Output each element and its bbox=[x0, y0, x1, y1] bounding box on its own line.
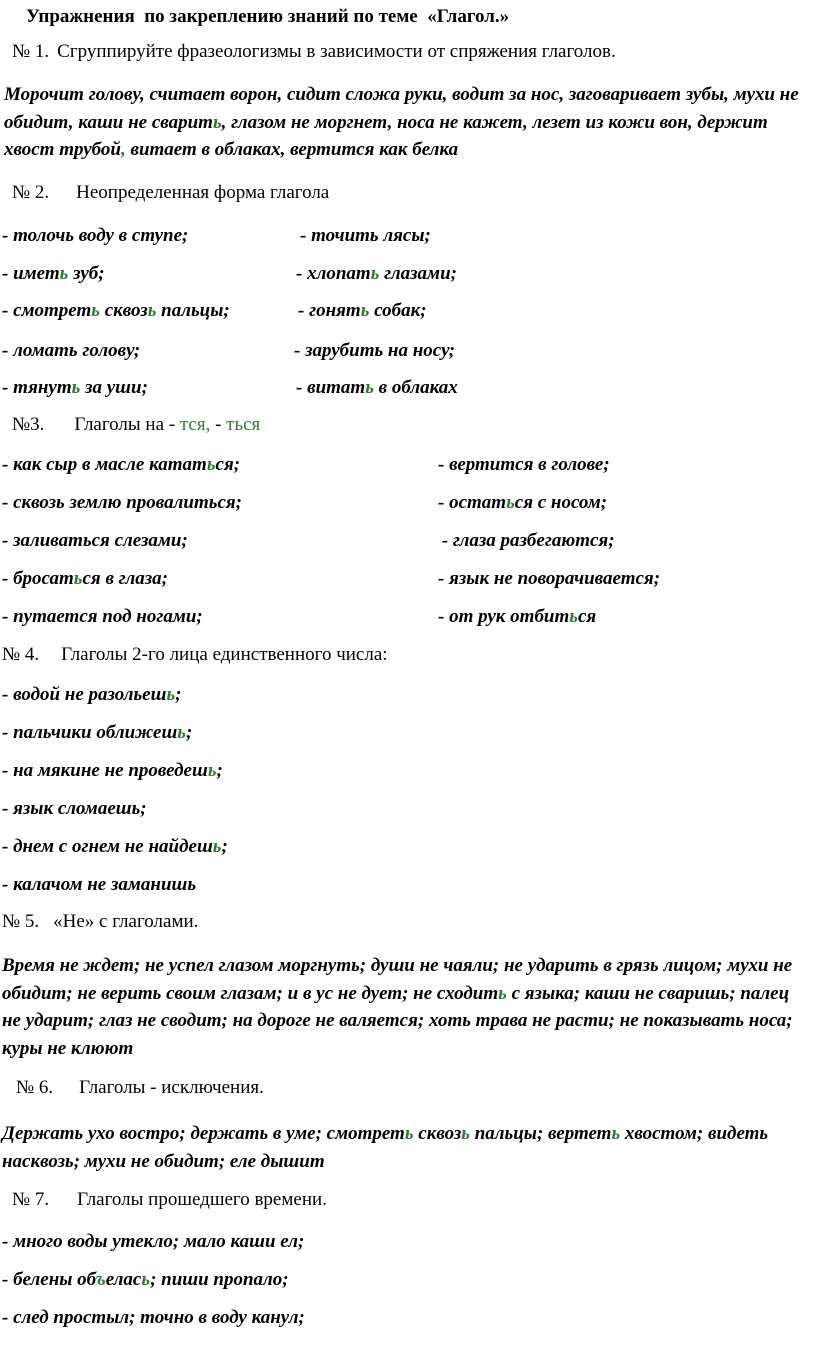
exercise-2-item: - тянуть за уши; bbox=[2, 377, 148, 398]
exercise-3-item: - сквозь землю провалиться; bbox=[2, 492, 242, 513]
exercise-4-item: - днем с огнем не найдешь; bbox=[2, 836, 228, 857]
exercise-2-item: - толочь воду в ступе; bbox=[2, 225, 189, 246]
exercise-1-header bbox=[12, 41, 616, 63]
exercise-2-number: № 2. bbox=[12, 182, 50, 203]
exercise-5-number: № 5. bbox=[2, 911, 40, 932]
highlight-letter: ь bbox=[611, 1123, 621, 1144]
exercise-3-item: - остаться с носом; bbox=[438, 492, 608, 513]
exercise-2-item: - хлопать глазами; bbox=[296, 263, 457, 284]
exercise-2-item: - витать в облаках bbox=[296, 377, 458, 398]
text-run: витает в облаках, вертится как белка bbox=[125, 139, 459, 160]
exercise-3-item: - глаза разбегаются; bbox=[437, 530, 615, 551]
exercise-2-header bbox=[12, 182, 329, 204]
exercise-6-header bbox=[16, 1077, 264, 1099]
document-title: Упражнения по закреплению знаний по теме «Глагол.» bbox=[26, 6, 510, 27]
exercise-3-item: - бросаться в глаза; bbox=[2, 568, 168, 589]
exercise-3-item: - заливаться слезами; bbox=[2, 530, 188, 551]
exercise-4-item: - калачом не заманишь bbox=[2, 874, 197, 895]
highlight-letter: ь bbox=[212, 111, 222, 133]
exercise-1-number: № 1. bbox=[12, 41, 50, 62]
exercise-2-item: - точить лясы; bbox=[300, 225, 431, 246]
exercise-4-item: - на мякине не проведешь; bbox=[2, 760, 223, 781]
exercise-2-item: - ломать голову; bbox=[2, 340, 141, 361]
exercise-7-header bbox=[12, 1189, 327, 1211]
exercise-7-number: № 7. bbox=[12, 1189, 50, 1210]
text-run: с языка; каши не сваришь; палец не ударит; глаз не сводит; на дороге не валяется; хоть трава не расти; не показывать носа; куры не клюют bbox=[2, 982, 793, 1059]
text-run: пальцы; вертет bbox=[469, 1123, 612, 1144]
exercise-2-item: - гонять собак; bbox=[298, 300, 427, 321]
exercise-2-item: - иметь зуб; bbox=[2, 263, 105, 284]
exercise-6-heading: Глаголы - исключения. bbox=[79, 1077, 264, 1098]
text-run: сквоз bbox=[413, 1123, 462, 1144]
exercise-4-item: - пальчики оближешь; bbox=[2, 722, 193, 743]
exercise-3-number: №3. bbox=[12, 414, 45, 435]
text-run: хвостом; видеть насквозь; мухи не обидит; еле дышит bbox=[2, 1123, 769, 1172]
exercise-7-heading: Глаголы прошедшего времени. bbox=[77, 1189, 327, 1210]
exercise-6-text bbox=[2, 1120, 812, 1175]
exercise-2-heading: Неопределенная форма глагола bbox=[76, 182, 330, 203]
exercise-3-item: - вертится в голове; bbox=[438, 454, 610, 475]
exercise-3-item: - от рук отбиться bbox=[438, 606, 597, 627]
text-run: Морочит голову, считает ворон, сидит сложа руки, водит за нос, заговаривает зубы, мухи не обидит, каши не сварит bbox=[4, 84, 799, 133]
exercise-6-number: № 6. bbox=[16, 1077, 54, 1098]
exercise-4-item: - язык сломаешь; bbox=[2, 798, 147, 819]
highlight-suffix: тся, bbox=[179, 414, 211, 435]
text-run: - bbox=[210, 414, 227, 435]
exercise-7-item: - след простыл; точно в воду канул; bbox=[2, 1307, 305, 1328]
text-run: Время не ждет; не успел глазом моргнуть; души не чаяли; не ударить в грязь лицом; мухи не обидит; не верить своим глазам; и в ус не дует; не сходит bbox=[2, 955, 793, 1004]
exercise-5-text bbox=[2, 952, 812, 1062]
exercise-4-item: - водой не разольешь; bbox=[2, 684, 182, 705]
exercise-3-heading: Глаголы на - bbox=[74, 414, 180, 435]
exercise-3-item: - язык не поворачивается; bbox=[438, 568, 661, 589]
text-run: , глазом не моргнет, носа не кажет, лезет из кожи вон, держит хвост трубой bbox=[4, 111, 768, 160]
exercise-7-item: - много воды утекло; мало каши ел; bbox=[2, 1231, 305, 1252]
exercise-4-header bbox=[2, 644, 388, 666]
exercise-4-heading: Глаголы 2-го лица единственного числа: bbox=[61, 644, 388, 665]
exercise-2-item: - смотреть сквозь пальцы; bbox=[2, 300, 230, 321]
exercise-3-header bbox=[12, 414, 260, 436]
exercise-5-heading: «Не» с глаголами. bbox=[53, 911, 199, 932]
highlight-letter: ь bbox=[498, 982, 507, 1004]
exercise-3-item: - как сыр в масле кататься; bbox=[2, 454, 241, 475]
exercise-7-item: - белены объелась; пиши пропало; bbox=[2, 1269, 289, 1290]
exercise-4-number: № 4. bbox=[2, 644, 40, 665]
exercise-5-header bbox=[2, 911, 198, 933]
exercise-2-item: - зарубить на носу; bbox=[294, 340, 456, 361]
exercise-3-item: - путается под ногами; bbox=[2, 606, 203, 627]
highlight-letter: ь bbox=[461, 1123, 470, 1144]
highlight-suffix: ться bbox=[226, 414, 261, 435]
highlight-letter: ь bbox=[404, 1123, 414, 1144]
highlight-letter: , bbox=[120, 139, 126, 160]
exercise-1-text bbox=[4, 81, 814, 164]
text-run: Держать ухо востро; держать в уме; смотрет bbox=[2, 1123, 405, 1144]
exercise-1-heading: Сгруппируйте фразеологизмы в зависимости от спряжения глаголов. bbox=[57, 41, 616, 62]
